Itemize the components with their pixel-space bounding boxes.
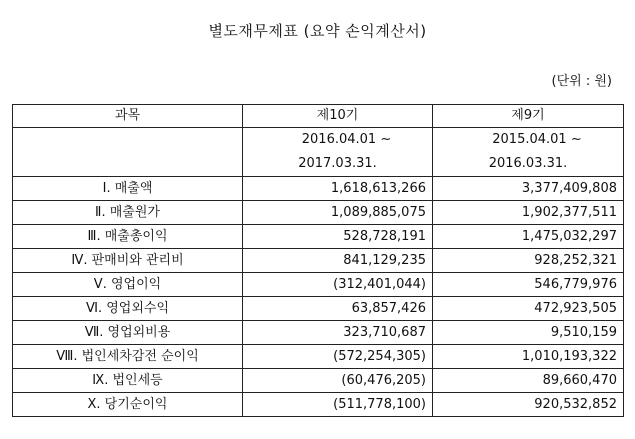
prior-amount: 1,902,377,511 (433, 201, 624, 225)
header-account: 과목 (13, 105, 243, 128)
prior-amount: 928,252,321 (433, 249, 624, 273)
account-label: Ⅷ. 법인세차감전 순이익 (13, 345, 243, 369)
current-amount: 1,618,613,266 (243, 177, 433, 201)
prior-period-range (433, 128, 624, 177)
prior-period-start: 2015.04.01 ~ (492, 132, 582, 147)
statement-title: 별도재무제표 (요약 손익계산서) (208, 22, 427, 40)
prior-amount: 89,660,470 (433, 369, 624, 393)
prior-amount: 472,923,505 (433, 297, 624, 321)
period-row (13, 128, 624, 177)
header-prior-period: 제9기 (433, 105, 624, 128)
header-row (13, 105, 624, 128)
current-amount: (312,401,044) (243, 273, 433, 297)
prior-amount: 546,779,976 (433, 273, 624, 297)
table-row (13, 249, 624, 273)
table-row (13, 201, 624, 225)
current-period-range (243, 128, 433, 177)
current-amount: (60,476,205) (243, 369, 433, 393)
table-row (13, 393, 624, 417)
current-amount: 528,728,191 (243, 225, 433, 249)
account-label: Ⅸ. 법인세등 (13, 369, 243, 393)
table-row (13, 345, 624, 369)
account-label: Ⅰ. 매출액 (13, 177, 243, 201)
table-row (13, 225, 624, 249)
account-label: Ⅹ. 당기순이익 (13, 393, 243, 417)
prior-amount: 920,532,852 (433, 393, 624, 417)
current-period-end: 2017.03.31. (298, 156, 377, 171)
account-label: Ⅳ. 판매비와 관리비 (13, 249, 243, 273)
current-amount: (572,254,305) (243, 345, 433, 369)
table-row (13, 321, 624, 345)
account-label: Ⅶ. 영업외비용 (13, 321, 243, 345)
header-current-period: 제10기 (243, 105, 433, 128)
account-label: Ⅵ. 영업외수익 (13, 297, 243, 321)
table-row (13, 297, 624, 321)
account-label: Ⅴ. 영업이익 (13, 273, 243, 297)
income-statement-table (12, 104, 624, 417)
prior-period-end: 2016.03.31. (488, 156, 568, 171)
current-period-start: 2016.04.01 ~ (301, 132, 392, 147)
prior-amount: 1,010,193,322 (433, 345, 624, 369)
unit-label: (단위 : 원) (551, 74, 612, 89)
account-label: Ⅲ. 매출총이익 (13, 225, 243, 249)
prior-amount: 3,377,409,808 (433, 177, 624, 201)
account-label: Ⅱ. 매출원가 (13, 201, 243, 225)
period-blank-cell (13, 128, 243, 177)
table-row (13, 273, 624, 297)
current-amount: 1,089,885,075 (243, 201, 433, 225)
current-amount: 63,857,426 (243, 297, 433, 321)
table-row (13, 177, 624, 201)
prior-amount: 1,475,032,297 (433, 225, 624, 249)
current-amount: 841,129,235 (243, 249, 433, 273)
current-amount: 323,710,687 (243, 321, 433, 345)
prior-amount: 9,510,159 (433, 321, 624, 345)
current-amount: (511,778,100) (243, 393, 433, 417)
table-row (13, 369, 624, 393)
